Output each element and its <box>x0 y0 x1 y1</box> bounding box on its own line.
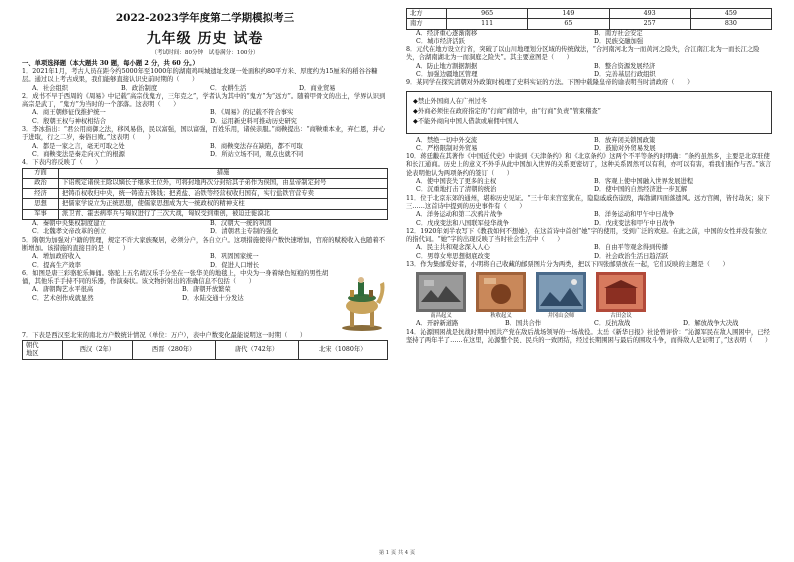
section-heading: 一、单项选择题（本大题共 30 题，每小题 2 分，共 60 分。） <box>22 59 199 67</box>
table-header-row <box>23 168 388 178</box>
table-header-cell: 朝代 地区 <box>23 341 63 360</box>
table-cell: 把铸币权收归中央，统一铸造五铢钱；把煮盐、冶铁等经营权收归国有，实行盐铁官营专卖 <box>59 189 388 199</box>
option: D．解放战争大决战 <box>683 320 739 328</box>
option: A．防止地方割据割据 <box>416 62 478 70</box>
table-row <box>23 199 388 209</box>
option: C．戊戌变法和八国联军侵华战争 <box>416 219 509 227</box>
stamp-image <box>536 272 586 312</box>
stamp-autumn-harvest-uprising <box>476 272 526 320</box>
option: A．使中国丧失了更多的主权 <box>416 178 497 186</box>
option: B．《周易》的记载不符合事实 <box>210 109 294 117</box>
question-6-block <box>22 270 388 332</box>
source-item: ◆不能外商向中国人借款或雇佣中国人 <box>413 118 519 126</box>
option: B．巩固国家统一 <box>210 253 259 261</box>
stamp-gutian-meeting <box>596 272 646 320</box>
table-row <box>407 9 772 19</box>
option: B．汉朝大一统的巩固 <box>210 220 272 228</box>
question-7-options-row2 <box>406 38 772 46</box>
question-4-stem: 4．下表内容反映了（ ） <box>22 159 102 167</box>
option: D．完善基层行政组织 <box>594 71 656 79</box>
question-11-options-row1 <box>406 211 772 219</box>
option: A．开辟新道路 <box>416 320 459 328</box>
table-cell: 下诏规定诸侯王除以嫡长子继承王位外，可将封地再次分封给其子弟作为侯国，由皇帝制定封号 <box>59 178 388 188</box>
option: A．民主共和观念深入人心 <box>416 244 490 252</box>
option: B．南方社会安定 <box>594 29 643 37</box>
question-3-stem: 3．李冰指出：“君公用商御之法，移风易俗，民以富强，国以富强，百姓乐用，诸侯亲服。”商鞅提出：“商鞅重本业，弃仁恩，并心于进取，行之二岁，秦俗日败。”这表明（ ） <box>22 126 386 142</box>
option: B．放弃闭关锁国政策 <box>594 136 656 144</box>
question-7-options-row1 <box>406 30 772 38</box>
option: D．商业贸易 <box>299 84 336 92</box>
option: B．整合资源发展经济 <box>594 62 656 70</box>
stamp-nanchang-uprising <box>416 272 466 320</box>
table-row <box>23 178 388 188</box>
question-2-options-row2 <box>22 118 388 126</box>
table-cell: 派卫青、霍去病率兵与匈奴进行了三次大战，匈奴受到重创，被迫迁徙漠北 <box>59 209 388 219</box>
table-header-cell: 方面 <box>23 168 59 178</box>
question-11-options-row2 <box>406 220 772 228</box>
question-1-stem: 1．2021年1月，考古人员在距今约5000年至1000年的湖南鸡叫城遗址发现一处面积约80平方米、厚度约为15厘米的稻谷谷糠层。通过以上考古成果，我们能够直接认识史前时期的（ ） <box>22 68 378 84</box>
stamp-caption: 南昌起义 <box>430 313 452 320</box>
option: D．民族交融加强 <box>594 37 644 45</box>
table-cell: 经济 <box>23 189 59 199</box>
question-10-stem: 10．蒋廷黻在其著作《中国近代史》中谈到《天津条约》和《北京条约》这两个不平等条约时明确：“条约虽然多，主要是北京驻使和长江通商。历史上的意义不外乎从此中国加入世界的关系更密切了，这种关系固然可以有利，亦可以有害，看我们振作与否。”该言论表明他认为两项条约的签订（ ） <box>406 153 772 177</box>
option: A．社会组织 <box>32 84 69 92</box>
table-header-cell: 北宋（1080年） <box>298 341 387 360</box>
tang-sancai-camel-figurine-image <box>336 270 388 332</box>
table-cell: 南方 <box>407 19 447 29</box>
question-12-options-row2 <box>406 253 772 261</box>
table-cell: 493 <box>609 9 690 19</box>
table-cell: 111 <box>447 19 528 29</box>
page-footer: 第 1 页 共 4 页 <box>378 550 416 557</box>
option: C．严格限制对外贸易 <box>416 144 478 152</box>
option: C．农耕生活 <box>210 84 247 92</box>
option: C．加强边疆地区管理 <box>416 71 478 79</box>
option: C．反抗敌战 <box>594 320 631 328</box>
table-header-cell: 西晋（280年） <box>132 341 215 360</box>
option: D．戊戌变法和甲午中日战争 <box>594 219 675 227</box>
option: D．鼓励对外贸易发展 <box>594 144 656 152</box>
option: B．国共合作 <box>505 320 542 328</box>
question-7-table-body <box>406 8 772 30</box>
table-row <box>23 189 388 199</box>
option: B．自由平等观念得到传播 <box>594 244 668 252</box>
exam-subject-title: 九年级 历史 试卷 <box>146 30 264 47</box>
question-6-text <box>22 270 332 332</box>
option: D．使中国的自然经济进一步瓦解 <box>594 186 688 194</box>
table-row <box>407 19 772 29</box>
question-14-stem: 14．沁源围困战是抗战时期中国共产党在敌后战场领导的一场战役。太岳《新华日报》社论曾评价：“沁源军民在敌人围困中，已经坚持了两年半了……在这里，沁源整个民、民兵的一致团结，经过长期围困与最后的围攻斗争，而得敌人是证明了，”这表明（ ） <box>406 328 772 345</box>
question-2-options-row1 <box>22 109 388 117</box>
option: C．商鞅变法是秦走向灭亡的根源 <box>32 150 125 158</box>
question-5-options-row2 <box>22 262 388 270</box>
table-cell: 北方 <box>407 9 447 19</box>
option: C．殷朝王权与神权相结合 <box>32 117 107 125</box>
option: D．清朝君主专制的强化 <box>210 228 279 236</box>
question-4-table <box>22 168 388 220</box>
table-cell: 965 <box>447 9 528 19</box>
table-cell: 军事 <box>23 209 59 219</box>
table-cell: 830 <box>690 19 771 29</box>
option: A．禁绝一切中外交流 <box>416 136 478 144</box>
question-6-options-row1 <box>22 286 332 294</box>
stamp-image <box>416 272 466 312</box>
option: B．唐朝开放繁荣 <box>182 286 231 294</box>
question-9-stem: 9．某同学在探究清朝对外政策时梳理了史料实证的方法。下图中载隆皇帝的谕表明当时清政府（ ） <box>406 79 694 87</box>
table-row <box>23 209 388 219</box>
stamp-image <box>596 272 646 312</box>
question-9-options-row1 <box>406 137 772 145</box>
table-cell: 把儒家学说立为正统思想，使儒家思想成为大一统政权的精神支柱 <box>59 199 388 209</box>
table-cell: 149 <box>528 9 609 19</box>
table-header-row <box>23 341 388 360</box>
option: B．政治制度 <box>121 84 158 92</box>
question-6-stem: 6．如图是唐三彩骆驼乐舞俑。骆驼上五名胡汉乐手分坐在一张华美的地毯上，中央为一身着绿色短袍的男性胡俑，其他乐手手持不同的乐器，作演奏状。该文物折射出的准确信息不包括（ ） <box>22 269 329 286</box>
question-11-stem: 11．位于北京东郊的通州，堪称历史见证。“三十年来宫室犹在，隐隐戚戚伤崩毁，海渤湖四面落遗风。远方宫阙，皆付劫灰；泉下三……这首诗中提到的历史事件有（ ） <box>406 194 770 210</box>
question-4-options-row2 <box>22 228 388 236</box>
table-cell: 65 <box>528 19 609 29</box>
question-8-stem: 8．元代在地方设立行省，突破了以山川地理划分区域的传统做法，“合河南河北为一而黄河之险失，合江南江北为一而长江之险失，合湖南湖北为一而洞庭之险失”。其主要意图是（ ） <box>406 46 760 62</box>
option: D．促进人口增长 <box>210 261 260 269</box>
option: C．提高生产效率 <box>32 261 81 269</box>
option: A．唐朝陶艺水平很高 <box>32 286 94 294</box>
stamp-caption: 井冈山会师 <box>547 313 575 320</box>
question-9-options-row2 <box>406 145 772 153</box>
table-header-cell: 唐代（742年） <box>215 341 298 360</box>
option: D．所站立场不同，观点也就不同 <box>210 150 304 158</box>
left-column <box>22 8 388 360</box>
question-7-table-header <box>22 340 388 360</box>
question-13-stamps <box>406 272 772 320</box>
table-cell: 257 <box>609 19 690 29</box>
option: D．运用新史料可推动历史研究 <box>210 117 297 125</box>
question-12-stem: 12．1920年刘半农写下《教我如何不想她》，在这首诗中首创“她”字的使用，受到广泛的欢迎。在此之前，中国的女性并没有独立的指代词。“她”字的出现反映了当时社会生活中（ ） <box>406 227 768 244</box>
question-2-stem: 2．成书不早于西周的《周易》中记载“高宗伐鬼方，三年克之”，学者认为其中的“鬼方”为“远方”。随着甲骨文的出土，学界认识到高宗是武丁，“鬼方”为当时的一个部落。这表明（ ） <box>22 92 386 109</box>
table-cell: 思想 <box>23 199 59 209</box>
stamp-jinggangshan-meeting <box>536 272 586 320</box>
option: B．客观上使中国融入世界发展进程 <box>594 178 694 186</box>
option: A．都是一家之言，毫无可取之处 <box>32 142 125 150</box>
table-cell: 政治 <box>23 178 59 188</box>
option: C．北魏孝文帝改革的创立 <box>32 228 107 236</box>
question-5-options-row1 <box>22 253 388 261</box>
exam-meta: （考试时间：80分钟 试卷满分：100分） <box>151 50 259 57</box>
question-5-stem: 5．隋朝为加强对户籍的管理，规定不许大家族聚居，必须分户，各自立户。这项措施使得户数快速增加，官府的赋税收入也随着不断增加。该措施的直接目的是（ ） <box>22 236 385 252</box>
option: C．城市经济活跃 <box>416 37 465 45</box>
option: A．商王朝修征伐推护统一 <box>32 109 106 117</box>
option: C．艺术创作成就显然 <box>32 294 94 302</box>
option: A．秦朝中央集权制度建立 <box>32 220 106 228</box>
question-7-stem: 7．下表是西汉至北宋的南北方户数统计情况（单位：万户），表中户数变化最能说明这一时期（ ） <box>22 331 307 339</box>
option: A．洋务运动和第二次鸦片战争 <box>416 211 503 219</box>
option: A．经济重心逐渐南移 <box>416 29 478 37</box>
question-8-options-row1 <box>406 63 772 71</box>
question-9-source-box <box>406 91 772 134</box>
stamp-caption: 秋收起义 <box>490 313 512 320</box>
option: A．增加政府收入 <box>32 253 81 261</box>
stamp-image <box>476 272 526 312</box>
option: B．洋务运动和甲午中日战争 <box>594 211 675 219</box>
table-cell: 459 <box>690 9 771 19</box>
question-13-stem: 13．作为集邮爱好者，小明将自己收藏的邮票图片分为两类，把以下四张邮票放在一起，它们反映的主题是（ ） <box>406 261 729 269</box>
option: D．水陆交通十分发达 <box>182 294 244 302</box>
exam-title: 2022-2023学年度第二学期模拟考三 <box>115 12 295 24</box>
right-column <box>406 8 772 345</box>
option: C．男尊女卑思想彻底改变 <box>416 252 491 260</box>
question-6-options-row2 <box>22 295 332 303</box>
question-10-options-row2 <box>406 186 772 194</box>
question-3-options-row1 <box>22 143 388 151</box>
question-13-options <box>406 320 772 328</box>
option: C．沉重地打击了清朝的统治 <box>416 186 497 194</box>
stamp-caption: 古田会议 <box>610 313 632 320</box>
question-12-options-row1 <box>406 244 772 252</box>
option: B．商鞅变法存在缺陷，都不可取 <box>210 142 303 150</box>
source-item: ◆外商必须住在政府指定的“行商”商馆中，由“行商”负责“管束稽查” <box>413 107 601 115</box>
question-1-options <box>22 85 388 93</box>
source-item: ◆禁止外国商人在广州过冬 <box>413 97 488 105</box>
table-header-cell: 西汉（2年） <box>63 341 133 360</box>
table-header-cell: 措施 <box>59 168 388 178</box>
option: D．社会政治生活日趋活跃 <box>594 252 669 260</box>
